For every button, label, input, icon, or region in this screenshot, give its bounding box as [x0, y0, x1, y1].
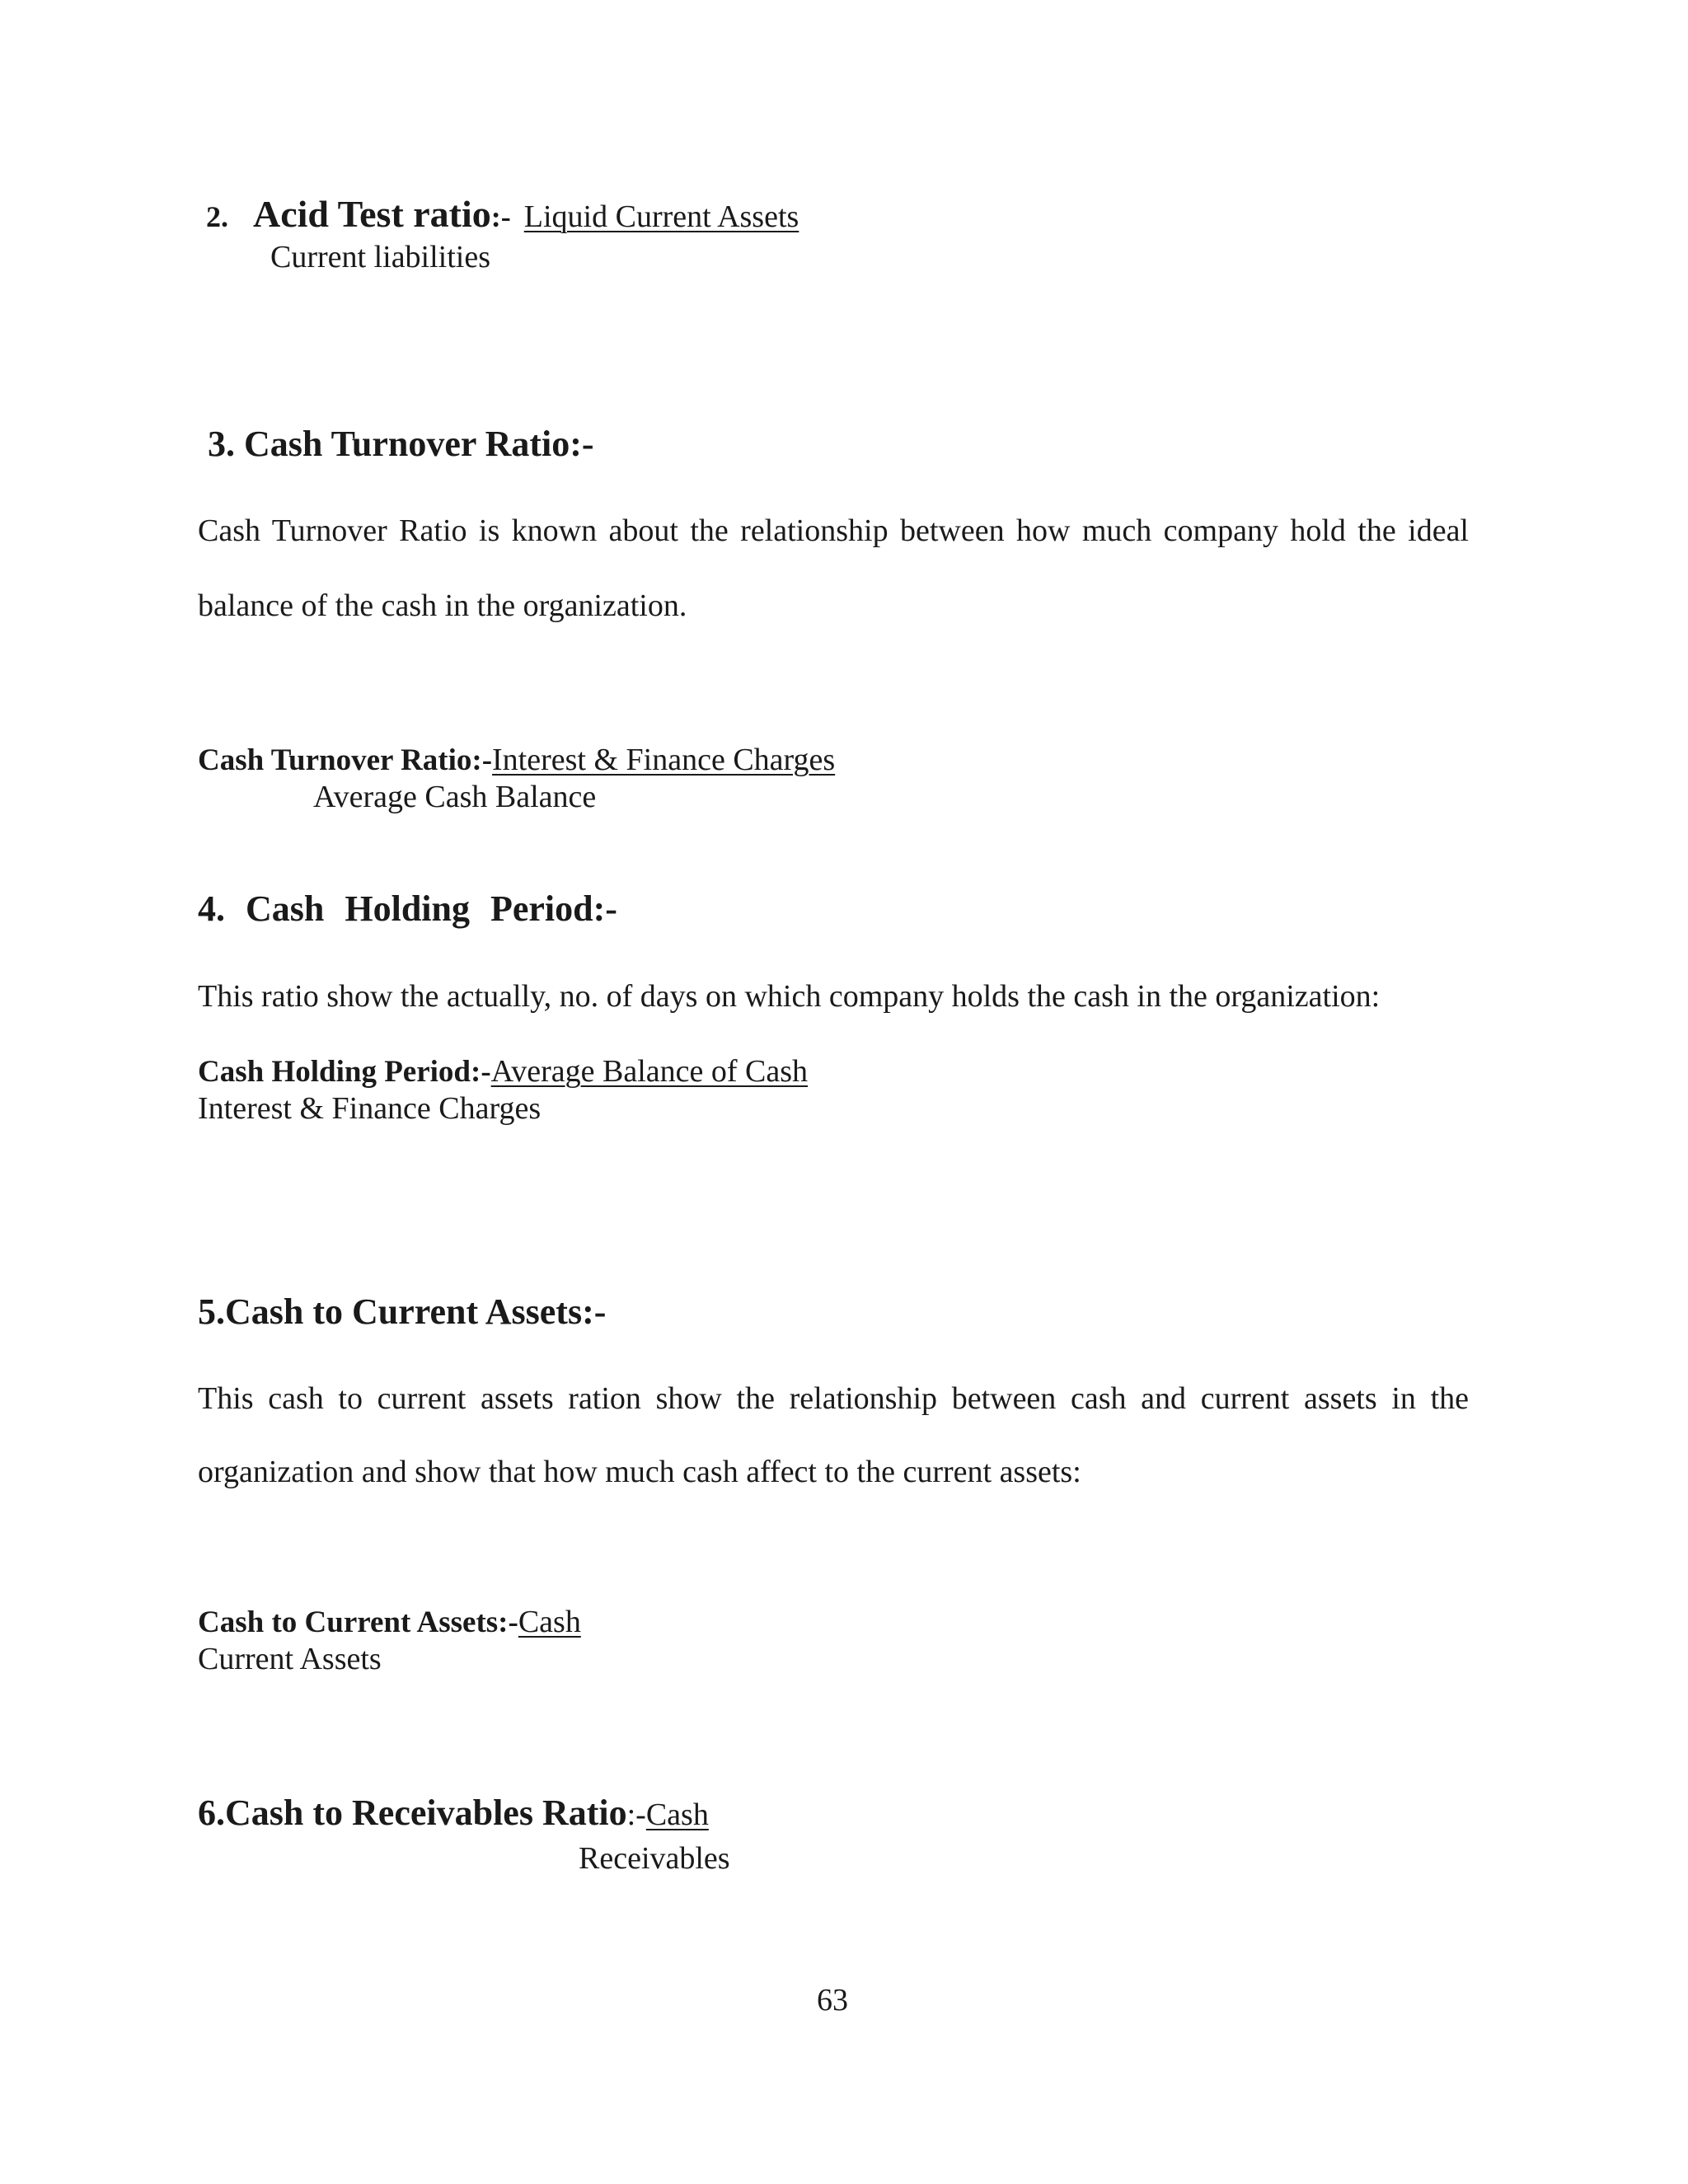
- cash-holding-denominator: Interest & Finance Charges: [198, 1091, 542, 1126]
- cash-turnover-paragraph-line1: Cash Turnover Ratio is known about the relationship between how much company hold the ideal: [198, 513, 1469, 548]
- acid-test-numerator: Liquid Current Assets: [523, 199, 799, 234]
- cash-to-receivables-separator: :-: [626, 1797, 646, 1832]
- cash-to-current-paragraph-line2: organization and show that how much cash affect to the current assets:: [198, 1455, 1081, 1489]
- cash-turnover-formula-label: Cash Turnover Ratio:-: [198, 743, 493, 777]
- cash-holding-heading: 4. Cash Holding Period:-: [198, 888, 617, 929]
- cash-to-current-denominator: Current Assets: [198, 1642, 382, 1676]
- cash-holding-paragraph: This ratio show the actually, no. of days on which company holds the cash in the organization:: [198, 979, 1381, 1014]
- cash-to-receivables-formula: [198, 1792, 709, 1834]
- cash-to-current-formula: [198, 1604, 581, 1640]
- cash-holding-numerator: Average Balance of Cash: [490, 1054, 809, 1089]
- page-number: 63: [817, 1983, 848, 2018]
- acid-test-separator: :-: [490, 200, 511, 233]
- cash-to-current-numerator: Cash: [518, 1605, 581, 1639]
- cash-to-receivables-title: 6.Cash to Receivables Ratio: [198, 1793, 627, 1833]
- cash-to-receivables-numerator: Cash: [645, 1797, 709, 1832]
- cash-holding-formula-label: Cash Holding Period:-: [198, 1055, 491, 1089]
- cash-turnover-heading: 3. Cash Turnover Ratio:-: [208, 424, 594, 464]
- cash-to-current-heading: 5.Cash to Current Assets:-: [198, 1291, 607, 1332]
- cash-turnover-formula: [198, 742, 835, 778]
- section-number: 2.: [206, 200, 228, 233]
- cash-to-current-paragraph-line1: This cash to current assets ration show the relationship between cash and current assets in the: [198, 1381, 1469, 1416]
- cash-to-current-formula-label: Cash to Current Assets:-: [198, 1605, 518, 1639]
- acid-test-formula: [206, 192, 799, 236]
- acid-test-title: Acid Test ratio: [253, 193, 491, 235]
- cash-to-receivables-denominator: Receivables: [579, 1841, 730, 1876]
- cash-turnover-paragraph-line2: balance of the cash in the organization.: [198, 588, 687, 623]
- cash-turnover-numerator: Interest & Finance Charges: [492, 743, 836, 777]
- cash-holding-formula: [198, 1053, 808, 1090]
- cash-turnover-denominator: Average Cash Balance: [313, 780, 597, 814]
- acid-test-denominator: Current liabilities: [270, 240, 491, 274]
